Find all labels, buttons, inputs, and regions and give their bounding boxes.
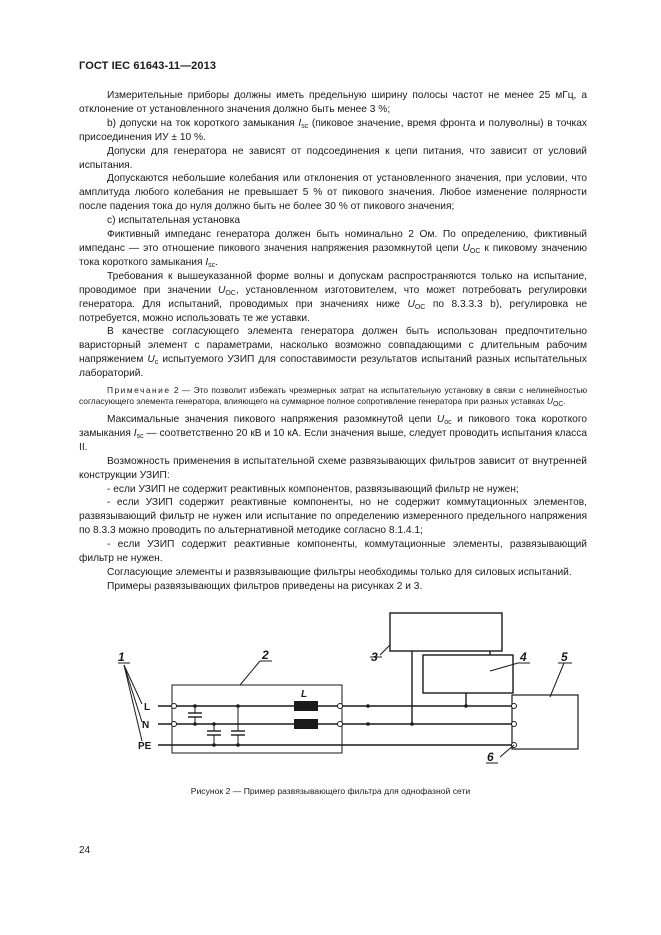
callout-2: 2 [262, 648, 269, 662]
paragraph: с) испытательная установка [107, 215, 241, 227]
paragraph: Требования к вышеуказанной форме волны и допускам распространяются только на испытание, проводимое при значении $U_{OC}$, установленном изготовителем, что может потребовать регулировки генератора. Для испытаний, проводимых при значениях ниже $U_{OC}$ по 8.3.3.3 b), регулировка не потребуется, можно использовать те же уставки. [79, 270, 587, 324]
paragraph: Согласующие элементы и развязывающие фильтры необходимы только для силовых испытаний. [107, 567, 572, 578]
callout-6: 6 [487, 750, 494, 764]
line-label-PE: PE [138, 741, 152, 752]
paragraph: Допускаются небольшие колебания или отклонения от установленного значения, при условии, что амплитуда любого колебания не превышает 5 % от пикового значения. Любое изменение полярности после падения тока до нуля должно быть не более 30 % от пикового значения; [79, 173, 587, 213]
callout-3: 3 [371, 650, 378, 664]
spd-box [512, 695, 578, 749]
coupling-element-box [423, 655, 513, 693]
note: Примечание 2 — Это позволит избежать чрезмерных затрат на испытательную установку в связи с нелинейностью согласующего элемента генератора, влияющего на суммарное полное сопротивление генератора при разных уставках $U_{OC}$. [79, 385, 587, 409]
paragraph: Допуски для генератора не зависят от подсоединения к цепи питания, что зависит от условий испытания. [79, 145, 587, 171]
figure-caption: Рисунок 2 — Пример развязывающего фильтра для однофазной сети [190, 786, 471, 796]
decoupling-filter-diagram [100, 605, 590, 775]
list-item: - если УЗИП содержит реактивные компоненты, но не содержит коммутационных элементов, развязывающий фильтр не нужен или испытание по определению измеренного предельного напряжения по 8.3.3 можно проводить по альтернативной методике согласно 8.1.4.1; [79, 497, 587, 537]
line-label-N: N [142, 720, 150, 731]
page-number: 24 [79, 845, 91, 856]
paragraph: В качестве согласующего элемента генератора должен быть использован предпочтительно варисторный элемент с параметрами, насколько возможно совпадающими с длительным рабочим напряжением $U_c$ испытуемого УЗИП для сопоставимости результатов испытаний разных испытательных лабораторий. [79, 326, 587, 380]
list-item: - если УЗИП не содержит реактивных компонентов, развязывающий фильтр не нужен; [107, 483, 519, 495]
generator-box [390, 613, 502, 651]
callout-1: 1 [118, 650, 125, 664]
callout-5: 5 [561, 650, 568, 664]
paragraph: Примеры развязывающих фильтров приведены на рисунках 2 и 3. [107, 580, 423, 592]
document-header: ГОСТ IEC 61643-11—2013 [79, 60, 217, 72]
inductor-L [294, 701, 318, 711]
paragraph: Фиктивный импеданс генератора должен быть номинально 2 Ом. По определению, фиктивный импеданс — это отношение пикового значения напряжения разомкнутой цепи $U_{OC}$ к пиковому значению тока короткого замыкания $I_{sc}$. [79, 229, 587, 269]
list-item: - если УЗИП содержит реактивные компоненты, коммутационные элементы, развязывающий фильтр не нужен. [79, 539, 587, 565]
inductor-label: L [301, 689, 308, 700]
paragraph: b) допуски на ток короткого замыкания $I_{sc}$ (пиковое значение, время фронта и полуволны) в точках присоединения ИУ ± 10 %. [79, 117, 587, 143]
paragraph: Возможность применения в испытательной схеме развязывающих фильтров зависит от внутренней конструкции УЗИП: [79, 455, 587, 481]
paragraph: Измерительные приборы должны иметь предельную ширину полосы частот не менее 25 мГц, а отклонение от установленного значения должно быть менее 3 %; [79, 90, 587, 115]
paragraph: Максимальные значения пикового напряжения разомкнутой цепи $U_{oc}$ и пикового тока короткого замыкания $I_{sc}$ — соответственно 20 кВ и 10 кА. Если значения выше, следует проводить испытания класса II. [79, 414, 587, 453]
callout-4: 4 [520, 650, 527, 664]
line-label-L: L [144, 702, 151, 713]
inductor-N [294, 719, 318, 729]
body-text [79, 89, 587, 594]
